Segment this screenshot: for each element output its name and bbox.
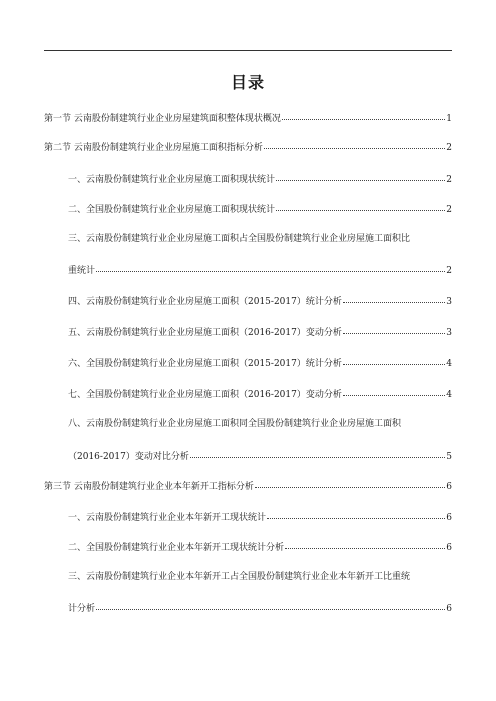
toc-entry-text: 七、全国股份制建筑行业企业房屋施工面积（2016-2017）变动分析 bbox=[68, 390, 342, 400]
toc-entry-text: 四、云南股份制建筑行业企业房屋施工面积（2015-2017）统计分析 bbox=[68, 297, 342, 307]
dot-leader bbox=[276, 201, 445, 211]
toc-entry-text: 一、云南股份制建筑行业企业房屋施工面积现状统计 bbox=[68, 175, 276, 185]
dot-leader bbox=[264, 139, 445, 149]
dot-leader bbox=[343, 386, 445, 396]
toc-entry-section-3[interactable] bbox=[44, 479, 452, 492]
dot-leader bbox=[343, 355, 445, 365]
toc-entry-2-8-line-1[interactable]: 八、云南股份制建筑行业企业房屋施工面积同全国股份制建筑行业企业房屋施工面积 bbox=[68, 419, 402, 429]
top-rule bbox=[44, 50, 452, 51]
toc-entry-text: 一、云南股份制建筑行业企业本年新开工现状统计 bbox=[68, 513, 267, 523]
toc-title: 目录 bbox=[230, 73, 265, 92]
toc-entry-text: 二、全国股份制建筑行业企业本年新开工现状统计分析 bbox=[68, 543, 285, 553]
toc-entry-page: 6 bbox=[446, 604, 452, 614]
toc-entry-3-3-line-2[interactable] bbox=[68, 601, 452, 614]
toc-entry-2-5[interactable] bbox=[68, 325, 452, 338]
dot-leader bbox=[285, 539, 445, 549]
toc-entry-3-2[interactable] bbox=[68, 540, 452, 553]
toc-entry-page: 3 bbox=[446, 328, 452, 338]
toc-entry-text: 计分析 bbox=[68, 604, 96, 614]
toc-entry-page: 2 bbox=[446, 175, 452, 185]
toc-entry-page: 6 bbox=[446, 543, 452, 553]
dot-leader bbox=[255, 478, 445, 488]
dot-leader bbox=[343, 324, 445, 334]
toc-entry-text: 第二节 云南股份制建筑行业企业房屋施工面积指标分析 bbox=[44, 143, 263, 153]
toc-entry-2-3-line-1[interactable]: 三、云南股份制建筑行业企业房屋施工面积占全国股份制建筑行业企业房屋施工面积比 bbox=[68, 234, 411, 244]
toc-entry-text: （2016-2017）变动对比分析 bbox=[68, 452, 189, 462]
dot-leader bbox=[276, 171, 445, 181]
toc-entry-page: 3 bbox=[446, 297, 452, 307]
toc-entry-page: 6 bbox=[446, 513, 452, 523]
toc-entry-page: 2 bbox=[446, 266, 452, 276]
dot-leader bbox=[343, 293, 445, 303]
toc-entry-3-1[interactable] bbox=[68, 510, 452, 523]
dot-leader bbox=[267, 509, 445, 519]
dot-leader bbox=[96, 600, 445, 610]
toc-entry-2-6[interactable] bbox=[68, 356, 452, 369]
toc-entry-text: 第三节 云南股份制建筑行业企业本年新开工指标分析 bbox=[44, 482, 254, 492]
dot-leader bbox=[96, 262, 445, 272]
toc-entry-text: 第一节 云南股份制建筑行业企业房屋建筑面积整体现状概况 bbox=[44, 114, 281, 124]
toc-entry-2-8-line-2[interactable] bbox=[68, 449, 452, 462]
toc-entry-page: 1 bbox=[446, 114, 452, 124]
toc-entry-text: 重统计 bbox=[68, 266, 96, 276]
toc-entry-3-3-line-1[interactable]: 三、云南股份制建筑行业企业本年新开工占全国股份制建筑行业企业本年新开工比重统 bbox=[68, 572, 411, 582]
toc-entry-section-1[interactable] bbox=[44, 111, 452, 124]
toc-entry-2-7[interactable] bbox=[68, 387, 452, 400]
toc-entry-2-1[interactable] bbox=[68, 172, 452, 185]
toc-entry-text: 二、全国股份制建筑行业企业房屋施工面积现状统计 bbox=[68, 205, 276, 215]
toc-entry-text: 六、全国股份制建筑行业企业房屋施工面积（2015-2017）统计分析 bbox=[68, 359, 342, 369]
toc-entry-2-2[interactable] bbox=[68, 202, 452, 215]
toc-entry-page: 6 bbox=[446, 482, 452, 492]
toc-entry-page: 2 bbox=[446, 205, 452, 215]
toc-entry-page: 4 bbox=[446, 359, 452, 369]
toc-entry-2-4[interactable] bbox=[68, 294, 452, 307]
toc-entry-text: 五、云南股份制建筑行业企业房屋施工面积（2016-2017）变动分析 bbox=[68, 328, 342, 338]
dot-leader bbox=[282, 110, 445, 120]
toc-entry-page: 4 bbox=[446, 390, 452, 400]
dot-leader bbox=[190, 448, 445, 458]
toc-entry-section-2[interactable] bbox=[44, 140, 452, 153]
toc-entry-2-3-line-2[interactable] bbox=[68, 263, 452, 276]
toc-entry-page: 5 bbox=[446, 452, 452, 462]
toc-entry-page: 2 bbox=[446, 143, 452, 153]
